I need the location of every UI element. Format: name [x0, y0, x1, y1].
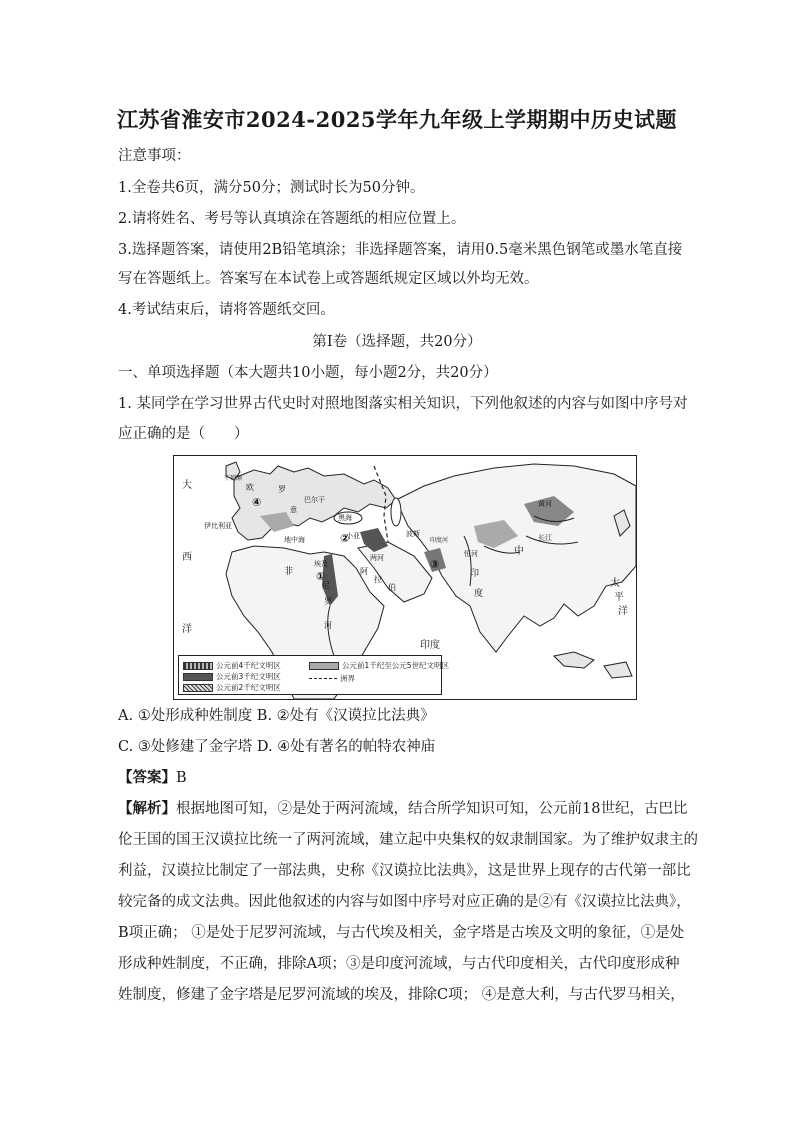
options-line-2: C. ③处修建了金字塔 D. ④处有著名的帕特农神庙 [118, 739, 436, 755]
answer-tag: 【答案】 [118, 769, 176, 786]
legend-item-continent-boundary [309, 673, 355, 684]
label-arabia-3: 伯 [388, 583, 396, 592]
world-ancient-civilizations-map [173, 455, 637, 700]
legend-label: 公元前2千纪文明区 [216, 683, 281, 692]
legend-item-4th-millennium [183, 660, 281, 671]
label-yellow-river: 黄河 [538, 500, 552, 508]
label-persia: 波斯 [406, 530, 420, 538]
notice-item-3-cont: 写在答题纸上。答案写在本试卷上或答题纸规定区域以外均无效。 [118, 271, 539, 287]
analysis-text: 根据地图可知，②是处于两河流域，结合所学知识可知，公元前18世纪，古巴比 [176, 801, 688, 817]
label-iberia: 伊比利亚 [204, 522, 232, 530]
label-india-2: 度 [474, 589, 484, 599]
legend-label: 公元前4千纪文明区 [216, 661, 281, 670]
label-egypt: 埃及 [314, 560, 328, 568]
options-line-1: A. ①处形成种姓制度 B. ②处有《汉谟拉比法典》 [118, 708, 435, 724]
marker-4: ④ [252, 496, 262, 509]
analysis-line-7: 姓制度，修建了金字塔是尼罗河流域的埃及，排除C项； ④是意大利，与古代罗马相关， [118, 987, 685, 1003]
volume-heading: 第Ⅰ卷（选择题，共20分） [312, 334, 482, 350]
legend-label: 公元前3千纪文明区 [216, 672, 281, 681]
label-europe-2: 罗 [278, 485, 286, 494]
notice-item-4: 4.考试结束后，请将答题纸交回。 [118, 302, 335, 318]
label-africa-4: 河 [324, 621, 332, 630]
legend-swatch [183, 673, 213, 681]
label-africa-1: 非 [284, 567, 294, 577]
question-stem-line-1: 1. 某同学在学习世界古代史时对照地图落实相关知识，下列他叙述的内容与如图中序号对 [118, 396, 688, 412]
legend-label: 洲界 [340, 674, 355, 683]
notice-heading: 注意事项： [118, 148, 191, 164]
label-arabia-1: 阿 [360, 567, 368, 576]
question-stem-line-2: 应正确的是（ ） [118, 426, 249, 442]
marker-2: ② [340, 532, 350, 545]
label-africa-2: 尼 [322, 581, 330, 590]
notice-item-1: 1.全卷共6页，满分50分；测试时长为50分钟。 [118, 180, 425, 196]
legend-item-2nd-millennium [183, 682, 281, 693]
label-mediterranean: 地中海 [284, 536, 305, 544]
part-heading: 一、单项选择题（本大题共10小题，每小题2分，共20分） [118, 365, 498, 381]
label-balkans: 巴尔干 [304, 496, 325, 504]
analysis-line-4: 较完备的成文法典。因此他叙述的内容与如图中序号对应正确的是②有《汉谟拉比法典》， [118, 894, 691, 910]
page-title: 江苏省淮安市2024-2025学年九年级上学期期中历史试题 [116, 107, 678, 132]
label-pacific-2: 平 [614, 592, 624, 603]
analysis-tag: 【解析】 [118, 800, 176, 817]
analysis-line-3: 利益，汉谟拉比制定了一部法典，史称《汉谟拉比法典》，这是世界上现存的古代第一部比 [118, 863, 691, 879]
legend-swatch [309, 662, 339, 670]
label-mesopotamia: 两河 [370, 554, 384, 562]
legend-swatch [183, 684, 213, 692]
marker-1: ① [316, 570, 326, 583]
notice-item-2: 2.请将姓名、考号等认真填涂在答题纸的相应位置上。 [118, 211, 466, 227]
label-atlantic-1: 大 [182, 480, 192, 491]
label-italy: 意 [290, 506, 297, 514]
label-asia-minor: 小亚 [346, 532, 360, 540]
legend-item-1st-millennium [309, 660, 449, 671]
label-africa-3: 罗 [324, 597, 332, 606]
legend-label: 公元前1千纪至公元5世纪文明区 [342, 661, 450, 670]
label-black-sea: 黑海 [338, 514, 352, 522]
analysis-line-1 [118, 799, 688, 819]
answer-value: B [176, 770, 187, 786]
label-india-1: 印 [470, 569, 480, 579]
label-ganges: 恒河 [464, 550, 478, 558]
analysis-line-2: 伦王国的国王汉谟拉比统一了两河流域，建立起中央集权的奴隶制国家。为了维护奴隶主的 [118, 832, 698, 848]
label-yangtze: 长江 [538, 534, 552, 542]
label-atlantic-3: 洋 [182, 624, 192, 635]
map-legend [178, 655, 450, 695]
analysis-line-5: B项正确； ①是处于尼罗河流域，与古代埃及相关，金字塔是古埃及文明的象征，①是处 [118, 925, 685, 941]
marker-3: ③ [430, 558, 440, 571]
legend-item-3rd-millennium [183, 671, 281, 682]
analysis-line-6: 形成种姓制度，不正确，排除A项；③是印度河流域，与古代印度相关，古代印度形成种 [118, 956, 680, 972]
label-arabia-2: 拉 [374, 575, 382, 584]
label-pacific-1: 太 [610, 578, 620, 589]
label-indian-ocean: 印度 [420, 640, 440, 651]
label-indus: 印度河 [430, 537, 449, 544]
label-pacific-3: 洋 [618, 606, 628, 617]
notice-item-3: 3.选择题答案，请使用2B铅笔填涂；非选择题答案，请用0.5毫米黑色钢笔或墨水笔直接 [118, 242, 683, 258]
label-europe: 欧 [246, 483, 254, 492]
label-britain: 不列颠 [224, 475, 243, 482]
answer-line [118, 768, 688, 788]
label-china: 中 [514, 546, 524, 557]
legend-swatch [309, 678, 337, 679]
label-atlantic-2: 西 [182, 552, 192, 563]
legend-swatch [183, 662, 213, 670]
